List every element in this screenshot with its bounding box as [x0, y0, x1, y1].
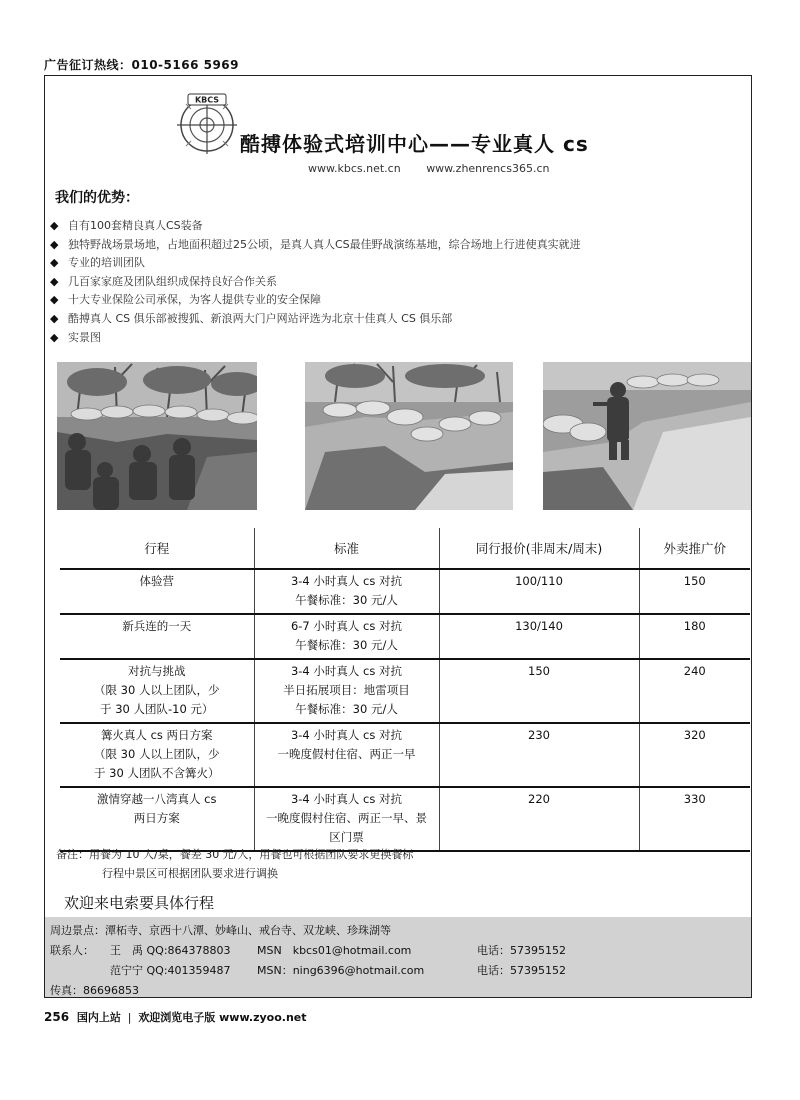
price-cell: 150	[439, 659, 639, 723]
promo-cell: 180	[639, 614, 750, 659]
route-cell: 新兵连的一天	[60, 614, 254, 659]
column-header-standard: 标准	[254, 528, 439, 569]
footer-section: 国内上站	[76, 1011, 121, 1024]
price-cell: 230	[439, 723, 639, 787]
price-cell: 130/140	[439, 614, 639, 659]
table-row	[60, 614, 750, 659]
standard-cell: 6-7 小时真人 cs 对抗 午餐标准：30 元/人	[254, 614, 439, 659]
contact-row-1	[50, 942, 750, 958]
list-item: ◆ 实景图	[50, 329, 750, 348]
note-line: 备注：用餐为 10 人/桌，餐差 30 元/人，用餐也可根据团队要求更换餐标	[56, 848, 414, 861]
page-number: 256	[44, 1010, 70, 1024]
ad-hotline: 广告征订热线：010-5166 5969	[44, 58, 240, 72]
table-row	[60, 723, 750, 787]
website-links	[308, 162, 549, 175]
route-cell: 对抗与挑战 （限 30 人以上团队，少 于 30 人团队-10 元）	[60, 659, 254, 723]
promo-cell: 320	[639, 723, 750, 787]
footer-magazine[interactable]: 欢迎浏览电子版 www.zyoo.net	[138, 1011, 307, 1024]
promo-cell: 150	[639, 569, 750, 614]
contact-row-2	[50, 962, 750, 978]
page-footer	[44, 1009, 307, 1025]
standard-cell: 3-4 小时真人 cs 对抗 午餐标准：30 元/人	[254, 569, 439, 614]
contact-label: 联系人：	[50, 944, 94, 957]
contact-person-2: 范宁宁 QQ:401359487	[110, 964, 231, 977]
list-item: ◆ 几百家家庭及团队组织成保持良好合作关系	[50, 273, 750, 292]
contact-msn-1[interactable]: MSN kbcs01@hotmail.com	[257, 944, 412, 957]
contact-fax: 传真：86696853	[50, 984, 139, 997]
route-cell: 篝火真人 cs 两日方案 （限 30 人以上团队，少 于 30 人团队不含篝火）	[60, 723, 254, 787]
list-item: ◆ 专业的培训团队	[50, 254, 750, 273]
website-link-2[interactable]: www.zhenrencs365.cn	[426, 162, 550, 175]
standard-cell: 3-4 小时真人 cs 对抗 半日拓展项目：地雷项目 午餐标准：30 元/人	[254, 659, 439, 723]
contact-phone-2: 电话：57395152	[477, 964, 566, 977]
contact-msn-2[interactable]: MSN：ning6396@hotmail.com	[257, 964, 425, 977]
table-note	[56, 845, 413, 883]
website-link-1[interactable]: www.kbcs.net.cn	[308, 162, 401, 175]
nearby-attractions: 周边景点：潭柘寺、京西十八潭、妙峰山、戒台寺、双龙峡、珍珠湖等	[50, 924, 391, 937]
logo-text: KBCS	[194, 95, 220, 105]
list-item: ◆ 独特野战场景场地，占地面积超过25公顷，是真人真人CS最佳野战演练基地，综合场地上行进使真实就进	[50, 236, 750, 255]
column-header-promo-price: 外卖推广价	[639, 528, 750, 569]
soldier-in-trench-photo	[543, 362, 751, 510]
price-cell: 100/110	[439, 569, 639, 614]
standard-cell: 3-4 小时真人 cs 对抗 一晚度假村住宿、两正一早	[254, 723, 439, 787]
promo-cell: 330	[639, 787, 750, 851]
table-header-row	[60, 528, 750, 569]
advantages-list	[50, 217, 750, 347]
list-item: ◆ 十大专业保险公司承保，为客人提供专业的安全保障	[50, 291, 750, 310]
table-row	[60, 659, 750, 723]
contact-person-1: 王 禹 QQ:864378803	[110, 944, 231, 957]
list-item: ◆ 自有100套精良真人CS装备	[50, 217, 750, 236]
table-row	[60, 787, 750, 851]
page-title: 酷搏体验式培训中心——专业真人 cs	[240, 132, 589, 156]
route-cell: 激情穿越一八湾真人 cs 两日方案	[60, 787, 254, 851]
promo-cell: 240	[639, 659, 750, 723]
note-line: 行程中景区可根据团队要求进行调换	[102, 867, 278, 880]
table-row	[60, 569, 750, 614]
footer-separator: |	[127, 1011, 132, 1024]
kbcs-logo	[174, 90, 240, 156]
advantages-heading: 我们的优势：	[55, 190, 139, 206]
welcome-text: 欢迎来电索要具体行程	[64, 894, 215, 912]
standard-cell: 3-4 小时真人 cs 对抗 一晚度假村住宿、两正一早、景 区门票	[254, 787, 439, 851]
list-item: ◆ 酷搏真人 CS 俱乐部被搜狐、新浪两大门户网站评选为北京十佳真人 CS 俱乐部	[50, 310, 750, 329]
trench-soldiers-photo	[57, 362, 257, 510]
column-header-peer-price: 同行报价(非周末/周末)	[439, 528, 639, 569]
contact-phone-1: 电话：57395152	[477, 944, 566, 957]
sandbag-trench-photo	[305, 362, 513, 510]
price-cell: 220	[439, 787, 639, 851]
column-header-route: 行程	[60, 528, 254, 569]
route-cell: 体验营	[60, 569, 254, 614]
itinerary-table	[60, 528, 750, 852]
